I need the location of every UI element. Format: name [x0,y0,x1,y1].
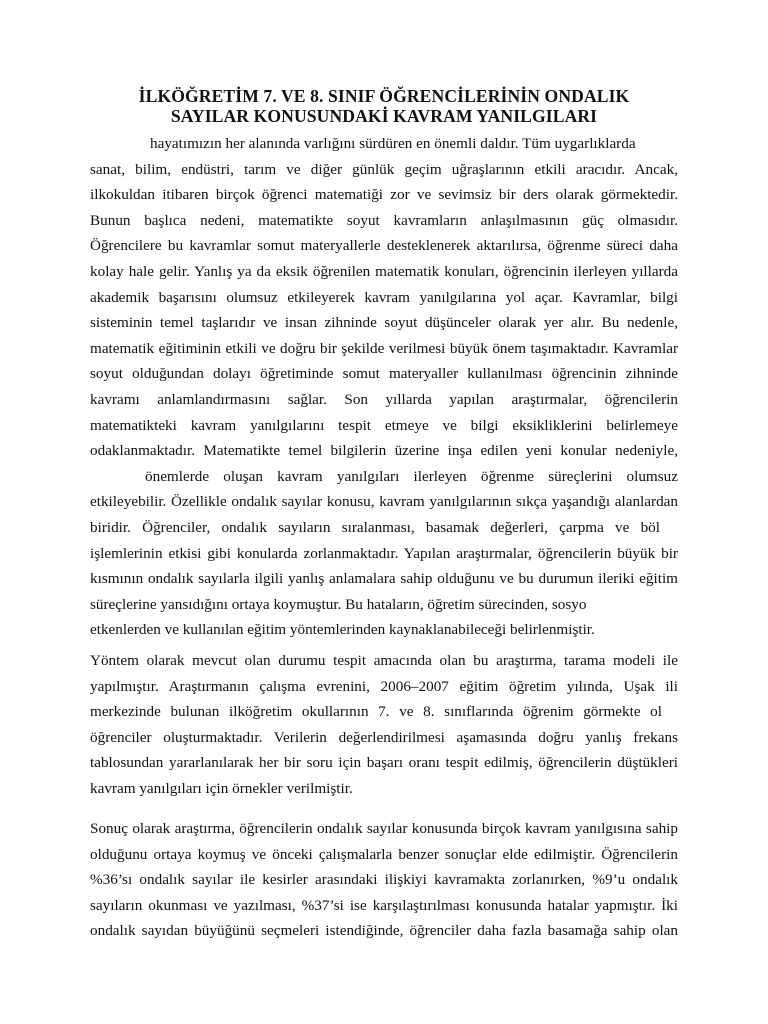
text-line: soyut olduğundan dolayı öğretiminde somut materyaller kullanılması öğrencinin zihninde [90,365,678,383]
text-line: akademik başarısını olumsuz etkileyerek kavram yanılgılarına yol açar. Kavramlar, bilgi [90,288,678,306]
text-line: Bunun başlıca nedeni, matematikte soyut kavramların anlaşılmasının güç olmasıdır. [90,211,678,229]
text-line: matematikteki kavram yanılgılarını tespit etmeye ve bilgi eksikliklerini belirlemeye [90,416,678,434]
text-line: kavram yanılgıları için örnekler verilmiştir. [90,779,353,797]
text-line: matematik eğitiminin etkili ve doğru bir şekilde verilmesi büyük önem taşımaktadır. Kavramlar [90,339,678,357]
text-line: Yöntem olarak mevcut olan durumu tespit amacında olan bu araştırma, tarama modeli ile [90,652,678,669]
text-line: sisteminin temel taşlarıdır ve insan zihninde soyut düşünceler olarak yer alır. Bu nedenle, [90,314,678,332]
text-line: Sonuç olarak araştırma, öğrencilerin ondalık sayılar konusunda birçok kavram yanılgısına sahip [90,820,678,837]
text-line: etkileyebilir. Özellikle ondalık sayılar konusu, kavram yanılgılarının sıkça yaşandığı alanlardan [90,493,678,511]
paragraph-introduction [90,131,678,643]
text-line: kavramı anlamlandırmasını sağlar. Son yıllarda yapılan araştırmalar, öğrencilerin [90,390,678,408]
paragraph-method [90,648,678,802]
title-line-2: SAYILAR KONUSUNDAKİ KAVRAM YANILGILARI [170,106,598,126]
text-line: hayatımızın her alanında varlığını sürdüren en önemli daldır. Tüm uygarlıklarda [150,135,636,152]
text-line: kolay hale gelir. Yanlış ya da eksik öğrenilen matematik konuları, öğrencinin ilerleyen yıllarda [90,262,678,280]
text-line: ilkokuldan itibaren birçok öğrenci matematiği zor ve sevimsiz bir ders olarak görmektedir. [90,186,678,204]
text-line: olduğunu ortaya koymuş ve önceki çalışmalarla benzer sonuçlar elde edilmiştir. Öğrencilerin [90,845,678,863]
text-line: etkenlerden ve kullanılan eğitim yöntemlerinden kaynaklanabileceği belirlenmiştir. [90,621,595,639]
text-line: odaklanmaktadır. Matematikte temel bilgilerin üzerine inşa edilen yeni konular nedeniyle, [90,442,678,460]
text-line: sanat, bilim, endüstri, tarım ve diğer günlük geçim uğraşlarının etkili aracıdır. Ancak, [90,160,678,178]
paragraph-results [90,816,678,944]
text-line: biridir. Öğrenciler, ondalık sayıların sıralanması, basamak değerleri, çarpma ve böl [90,518,660,536]
text-line: tablosundan yararlanılarak her bir soru için başarı oranı tespit edilmiş, öğrencilerin düştükleri [90,754,678,772]
text-line: yapılmıştır. Araştırmanın çalışma evrenini, 2006–2007 eğitim öğretim yılında, Uşak ili [90,677,678,695]
text-line: %36’sı ondalık sayılar ile kesirler arasındaki ilişkiyi kavramakta zorlanırken, %9’u ondalık [90,871,678,889]
text-line: önemlerde oluşan kavram yanılgıları ilerleyen öğrenme süreçlerini olumsuz [145,467,678,485]
text-line: öğrenciler oluşturmaktadır. Verilerin değerlendirilmesi aşamasında doğru yanlış frekans [90,728,678,746]
text-line: süreçlerine yansıdığını ortaya koymuştur. Bu hataların, öğretim sürecinden, sosyo [90,595,587,613]
text-line: kısmının ondalık sayılarla ilgili yanlış anlamalara sahip olduğunu ve bu durumun ileriki eğitim [90,570,678,588]
text-line: merkezinde bulunan ilköğretim okullarının 7. ve 8. sınıflarında öğrenim görmekte ol [90,703,662,721]
text-line: sayıların okunması ve yazılması, %37’si ise karşılaştırılması konusunda hatalar yapmıştır. İki [90,896,678,914]
text-line: ondalık sayıdan büyüğünü seçmeleri istendiğinde, öğrenciler daha fazla basamağa sahip olan [90,922,678,940]
title-line-1: İLKÖĞRETİM 7. VE 8. SINIF ÖĞRENCİLERİNİN ONDALIK [138,86,630,106]
text-line: işlemlerinin etkisi gibi konularda zorlanmaktadır. Yapılan araştırmalar, öğrencilerin büyük bir [90,544,678,562]
text-line: Öğrencilere bu kavramlar somut materyallerle desteklenerek aktarılırsa, öğrenme süreci daha [90,237,678,255]
document-title [60,86,708,126]
